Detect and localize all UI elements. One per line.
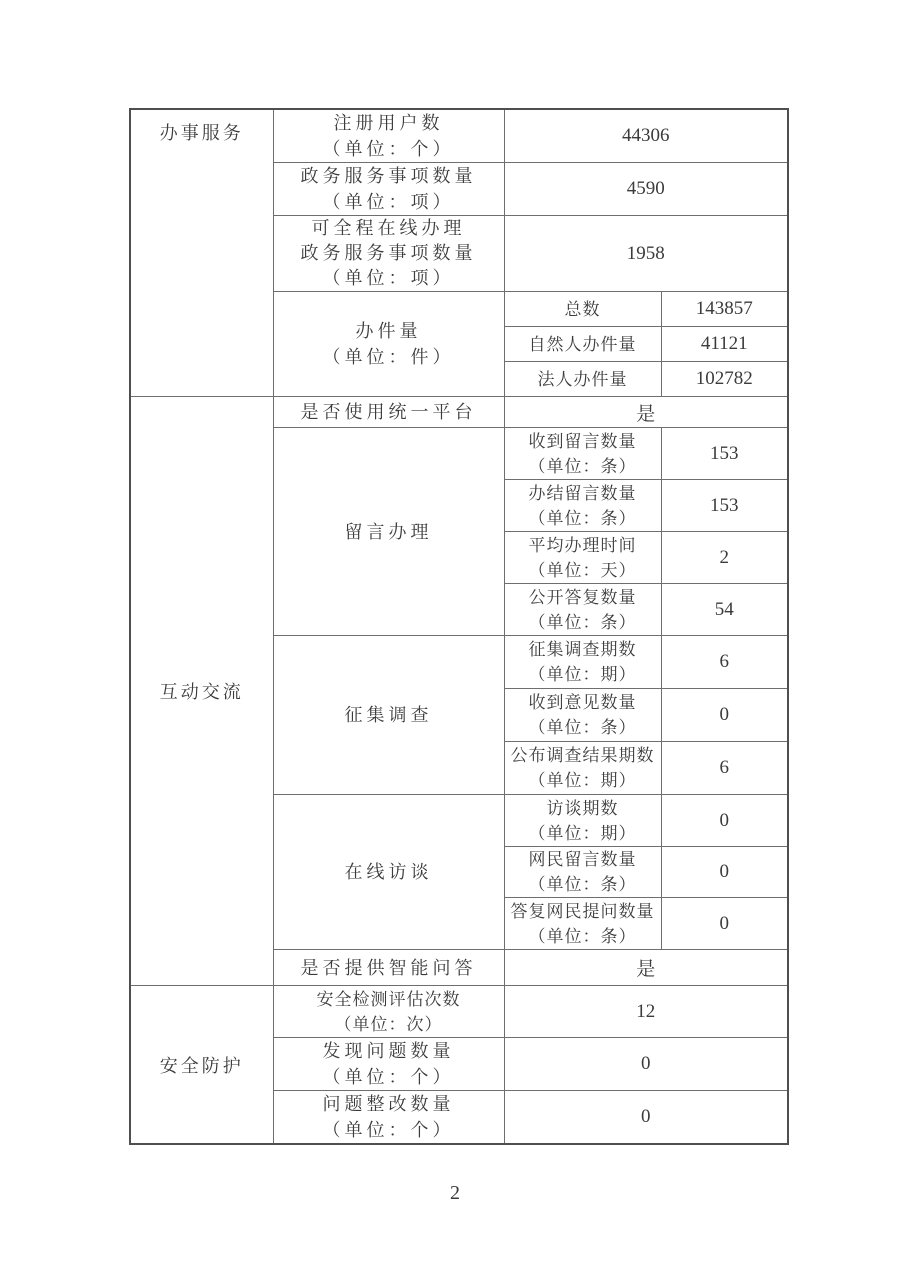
subrow-value-netizen-messages: 0 xyxy=(661,847,788,898)
metric-label-line: 可全程在线办理 xyxy=(311,218,466,238)
subrow-unit-line: （单位：条） xyxy=(528,926,637,946)
metric-label-line: 政务服务事项数量 xyxy=(300,166,477,186)
group-label-case-volume xyxy=(273,292,504,397)
subrow-label-line: 答复网民提问数量 xyxy=(510,901,655,921)
subrow-value-survey-issues: 6 xyxy=(661,636,788,689)
group-label-online-interview: 在线访谈 xyxy=(273,795,504,950)
annual-report-statistics-table xyxy=(129,108,789,1145)
subrow-label-line: 公布调查结果期数 xyxy=(510,746,655,765)
subrow-label-line: 访谈期数 xyxy=(546,798,619,818)
subrow-value-netizen-questions-answered: 0 xyxy=(661,898,788,950)
metric-label-smart-qa: 是否提供智能问答 xyxy=(273,950,504,986)
group-label-line: 办件量 xyxy=(355,321,422,341)
subrow-label-line: 平均办理时间 xyxy=(528,535,637,555)
subrow-label-opinions-received xyxy=(504,689,661,742)
metric-value-online-items: 1958 xyxy=(504,216,788,292)
category-label: 办事服务 xyxy=(159,123,244,143)
subrow-value-legal-person: 102782 xyxy=(661,362,788,397)
metric-unit-line: （单位：项） xyxy=(322,192,455,212)
table-row xyxy=(130,109,788,163)
subrow-unit-line: （单位：期） xyxy=(528,665,637,684)
subrow-unit-line: （单位：条） xyxy=(528,612,637,632)
group-unit-line: （单位：件） xyxy=(322,347,455,367)
category-cell-security xyxy=(130,986,273,1145)
metric-label-security-assessments xyxy=(273,986,504,1038)
category-label: 安全防护 xyxy=(159,1055,244,1076)
subrow-value-messages-resolved: 153 xyxy=(661,480,788,532)
subrow-value-avg-handling-time: 2 xyxy=(661,532,788,584)
metric-unit-line: （单位：个） xyxy=(322,139,455,159)
subrow-label-line: 收到意见数量 xyxy=(528,693,637,712)
subrow-value-messages-received: 153 xyxy=(661,428,788,480)
subrow-unit-line: （单位：天） xyxy=(528,560,637,580)
metric-label-line: 政务服务事项数量 xyxy=(300,243,477,263)
metric-label-line: 发现问题数量 xyxy=(322,1041,455,1061)
metric-unit-line: （单位：个） xyxy=(322,1067,455,1087)
metric-value-unified-platform: 是 xyxy=(504,397,788,428)
metric-label-registered-users xyxy=(273,109,504,163)
subrow-value-natural-person: 41121 xyxy=(661,327,788,362)
metric-value-problems-rectified: 0 xyxy=(504,1091,788,1145)
subrow-value-survey-results-published: 6 xyxy=(661,742,788,795)
table-row xyxy=(130,397,788,428)
metric-label-line: 注册用户数 xyxy=(333,113,444,133)
metric-value-problems-found: 0 xyxy=(504,1038,788,1091)
subrow-label-messages-received xyxy=(504,428,661,480)
subrow-unit-line: （单位：条） xyxy=(528,508,637,528)
subrow-label-avg-handling-time xyxy=(504,532,661,584)
subrow-label-interview-issues xyxy=(504,795,661,847)
subrow-unit-line: （单位：期） xyxy=(528,823,637,843)
category-cell-service xyxy=(130,109,273,397)
metric-value-service-items: 4590 xyxy=(504,163,788,216)
metric-value-registered-users: 44306 xyxy=(504,109,788,163)
subrow-label-line: 收到留言数量 xyxy=(528,431,637,451)
metric-unit-line: （单位：次） xyxy=(334,1014,443,1034)
subrow-label-line: 办结留言数量 xyxy=(528,483,637,503)
subrow-label-legal-person: 法人办件量 xyxy=(504,362,661,397)
subrow-unit-line: （单位：条） xyxy=(528,875,637,894)
subrow-unit-line: （单位：条） xyxy=(528,718,637,737)
page-number: 2 xyxy=(450,1182,460,1204)
metric-label-line: 安全检测评估次数 xyxy=(316,989,461,1009)
subrow-label-netizen-messages xyxy=(504,847,661,898)
subrow-unit-line: （单位：条） xyxy=(528,456,637,476)
subrow-label-messages-resolved xyxy=(504,480,661,532)
subrow-value-public-replies: 54 xyxy=(661,584,788,636)
subrow-label-line: 公开答复数量 xyxy=(528,587,637,607)
subrow-label-survey-results-published xyxy=(504,742,661,795)
subrow-value-interview-issues: 0 xyxy=(661,795,788,847)
metric-unit-line: （单位：个） xyxy=(322,1120,455,1140)
subrow-label-public-replies xyxy=(504,584,661,636)
subrow-label-natural-person: 自然人办件量 xyxy=(504,327,661,362)
metric-label-problems-found xyxy=(273,1038,504,1091)
metric-label-online-items xyxy=(273,216,504,292)
metric-value-smart-qa: 是 xyxy=(504,950,788,986)
subrow-label-line: 征集调查期数 xyxy=(528,640,637,659)
subrow-label-line: 网民留言数量 xyxy=(528,850,637,869)
table-row xyxy=(130,986,788,1038)
subrow-value-total: 143857 xyxy=(661,292,788,327)
metric-value-security-assessments: 12 xyxy=(504,986,788,1038)
metric-unit-line: （单位：项） xyxy=(322,268,455,288)
group-label-survey: 征集调查 xyxy=(273,636,504,795)
category-label: 互动交流 xyxy=(159,682,244,702)
subrow-label-total: 总数 xyxy=(504,292,661,327)
group-label-message-handling: 留言办理 xyxy=(273,428,504,636)
category-cell-interaction xyxy=(130,397,273,986)
subrow-label-survey-issues xyxy=(504,636,661,689)
metric-label-service-items xyxy=(273,163,504,216)
metric-label-line: 问题整改数量 xyxy=(322,1094,455,1114)
metric-label-unified-platform: 是否使用统一平台 xyxy=(273,397,504,428)
metric-label-problems-rectified xyxy=(273,1091,504,1145)
subrow-label-netizen-questions-answered xyxy=(504,898,661,950)
subrow-value-opinions-received: 0 xyxy=(661,689,788,742)
subrow-unit-line: （单位：期） xyxy=(528,771,637,790)
